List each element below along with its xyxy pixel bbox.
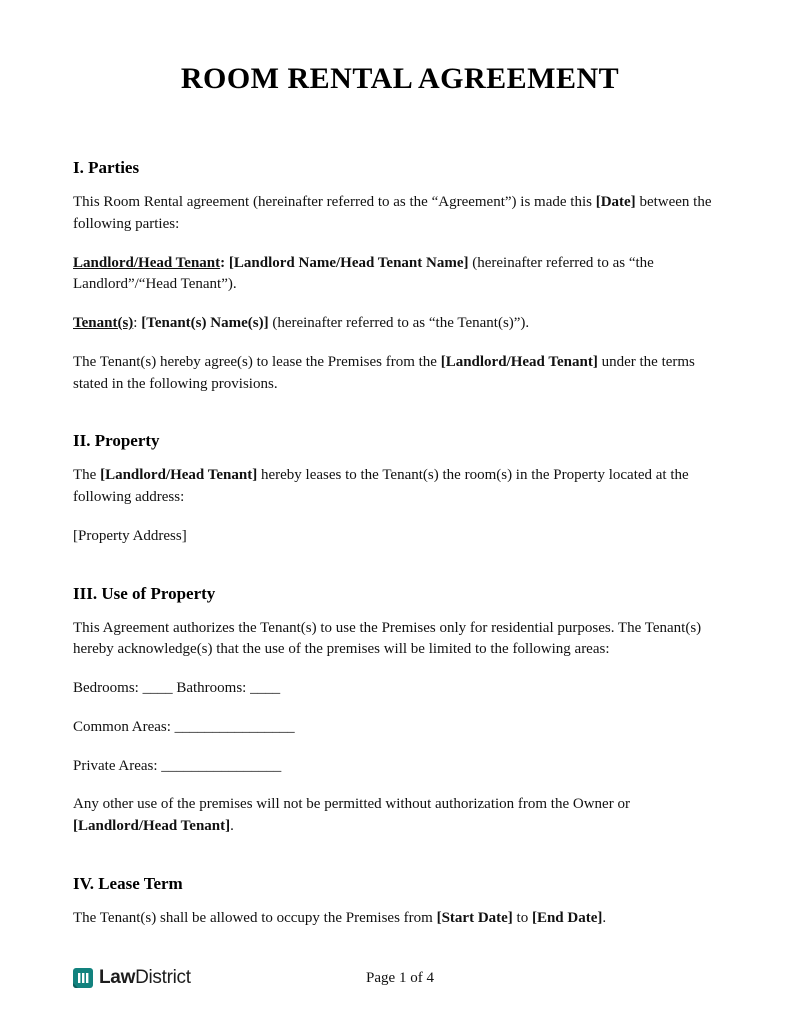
paragraph-bedrooms-bathrooms-blank: Bedrooms: ____ Bathrooms: ____ <box>73 680 281 696</box>
logo-text-law: Law <box>99 967 136 988</box>
section-heading-property: II. Property <box>73 431 160 451</box>
lawdistrict-logo <box>72 967 191 989</box>
section-heading-lease-term: IV. Lease Term <box>73 873 183 893</box>
paragraph-other-use-restriction: Any other use of the premises will not be permitted without authorization from the Owner or [Landlord/Head Tenant]. <box>73 796 630 834</box>
paragraph-property-address: [Property Address] <box>73 527 187 544</box>
section-parties <box>73 158 727 395</box>
paragraph-agreement-intro: This Room Rental agreement (hereinafter referred to as the “Agreement”) is made this [Date] between the following parties: <box>73 194 712 232</box>
page-footer <box>0 963 800 993</box>
section-heading-parties: I. Parties <box>73 158 140 177</box>
section-heading-use-of-property: III. Use of Property <box>73 583 216 603</box>
lawdistrict-logo-icon <box>72 967 94 989</box>
paragraph-landlord-definition: Landlord/Head Tenant: [Landlord Name/Head Tenant Name] (hereinafter referred to as “the Landlord”/“Head Tenant”). <box>73 254 654 293</box>
section-lease-term <box>73 874 727 930</box>
paragraph-property-lease: The [Landlord/Head Tenant] hereby leases to the Tenant(s) the room(s) in the Property located at the following address: <box>73 467 689 505</box>
logo-text-district: District <box>135 967 191 988</box>
paragraph-private-areas-blank: Private Areas: ________________ <box>73 757 282 774</box>
paragraph-common-areas-blank: Common Areas: ________________ <box>73 718 295 735</box>
paragraph-tenant-definition: Tenant(s): [Tenant(s) Name(s)] (hereinafter referred to as “the Tenant(s)”). <box>73 315 530 331</box>
paragraph-use-intro: This Agreement authorizes the Tenant(s) to use the Premises only for residential purposes. The Tenant(s) hereby acknowledge(s) that the use of the premises will be limited to the following areas: <box>73 619 702 658</box>
section-use-of-property <box>73 584 727 838</box>
page-number: Page 1 of 4 <box>366 970 434 986</box>
paragraph-lease-term: The Tenant(s) shall be allowed to occupy the Premises from [Start Date] to [End Date]. <box>73 909 607 926</box>
paragraph-lease-statement: The Tenant(s) hereby agree(s) to lease the Premises from the [Landlord/Head Tenant] under the terms stated in the following provisions. <box>73 353 695 392</box>
document-title: ROOM RENTAL AGREEMENT <box>180 62 620 95</box>
logo-text <box>99 967 191 989</box>
section-property <box>73 431 727 547</box>
